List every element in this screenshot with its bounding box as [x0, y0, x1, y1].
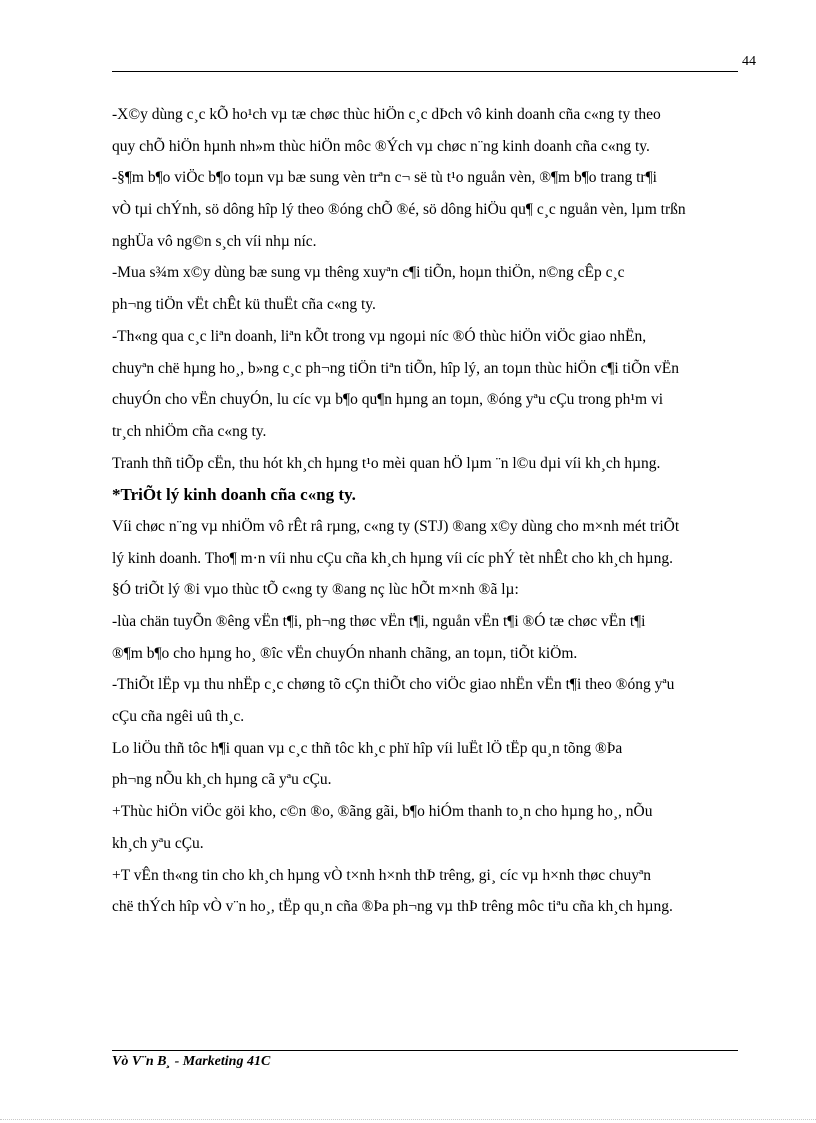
text-line: tr¸ch nhiÖm cña c«ng ty. [112, 422, 267, 440]
text-line: -lùa chän tuyÕn ®êng vËn t¶i, ph¬ng thøc vËn t¶i, nguån vËn t¶i ®Ó tæ chøc vËn t¶i [112, 613, 646, 630]
text-line: Lo liÖu thñ tôc h¶i quan vµ c¸c thñ tôc kh¸c phï hîp víi luËt lÖ tËp qu¸n tõng ®Þa [112, 739, 623, 757]
footer-text: Vò V¨n B¸ - Marketing 41C [112, 1054, 271, 1069]
text-line: lý kinh doanh. Tho¶ m·n víi nhu cÇu cña kh¸ch hµng víi cíc phÝ tèt nhÊt cho kh¸ch hµng. [112, 549, 673, 567]
text-line: kh¸ch yªu cÇu. [112, 834, 204, 852]
text-line: chuyÓn cho vËn chuyÓn, lu cíc vµ b¶o qu¶n hµng an toµn, ®óng yªu cÇu trong ph¹m vi [112, 391, 664, 409]
text-line: chë thÝch hîp vÒ v¨n ho¸, tËp qu¸n cña ®Þa ph¬ng vµ thÞ trêng môc tiªu cña kh¸ch hµng. [112, 898, 673, 916]
text-line: nghÜa vô ng©n s¸ch víi nhµ níc. [112, 232, 317, 250]
text-line: -Th«ng qua c¸c liªn doanh, liªn kÕt trong vµ ngoµi níc ®Ó thùc hiÖn viÖc giao nhËn, [112, 327, 647, 345]
text-line: ph¬ng nÕu kh¸ch hµng cã yªu cÇu. [112, 771, 332, 789]
footer-rule [112, 1050, 738, 1051]
text-line: +T vÊn th«ng tin cho kh¸ch hµng vÒ t×nh h×nh thÞ trêng, gi¸ cíc vµ h×nh thøc chuyªn [112, 866, 651, 884]
header-rule [112, 71, 738, 72]
text-line: -§¶m b¶o viÖc b¶o toµn vµ bæ sung vèn trªn c¬ së tù t¹o nguån vèn, ®¶m b¶o trang tr¶i [112, 169, 657, 187]
text-line: vÒ tµi chÝnh, sö dông hîp lý theo ®óng chÕ ®é, sö dông hiÖu qu¶ c¸c nguån vèn, lµm trßn [112, 201, 686, 219]
body-text [112, 99, 762, 923]
text-line: -X©y dùng c¸c kÕ ho¹ch vµ tæ chøc thùc hiÖn c¸c dÞch vô kinh doanh cña c«ng ty theo [112, 106, 661, 123]
page-number: 44 [742, 54, 756, 69]
text-line: Víi chøc n¨ng vµ nhiÖm vô rÊt râ rµng, c«ng ty (STJ) ®ang x©y dùng cho m×nh mét triÕt [112, 517, 680, 535]
section-heading: *TriÕt lý kinh doanh cña c«ng ty. [112, 485, 356, 505]
text-line: ph¬ng tiÖn vËt chÊt kü thuËt cña c«ng ty. [112, 296, 376, 314]
text-line: -Mua s¾m x©y dùng bæ sung vµ thêng xuyªn c¶i tiÕn, hoµn thiÖn, n©ng cÊp c¸c [112, 264, 625, 282]
text-line: chuyªn chë hµng ho¸, b»ng c¸c ph¬ng tiÖn tiªn tiÕn, hîp lý, an toµn thùc hiÖn c¶i tiÕn vËn [112, 359, 679, 377]
text-line: ®¶m b¶o cho hµng ho¸ ®îc vËn chuyÓn nhanh chãng, an toµn, tiÕt kiÖm. [112, 644, 578, 662]
text-line: cÇu cña ngêi uû th¸c. [112, 708, 245, 726]
text-line: quy chÕ hiÖn hµnh nh»m thùc hiÖn môc ®Ých vµ chøc n¨ng kinh doanh cña c«ng ty. [112, 137, 650, 155]
text-line: §Ó triÕt lý ®i vµo thùc tÕ c«ng ty ®ang nç lùc hÕt m×nh ®ã lµ: [112, 581, 519, 599]
page-edge-dotted [0, 1119, 816, 1120]
text-line: -ThiÕt lËp vµ thu nhËp c¸c chøng tõ cÇn thiÕt cho viÖc giao nhËn vËn t¶i theo ®óng yªu [112, 676, 675, 694]
text-line: Tranh thñ tiÕp cËn, thu hót kh¸ch hµng t¹o mèi quan hÖ lµm ¨n l©u dµi víi kh¸ch hµng. [112, 454, 661, 472]
text-line: +Thùc hiÖn viÖc göi kho, c©n ®o, ®ãng gãi, b¶o hiÓm thanh to¸n cho hµng ho¸, nÕu [112, 803, 653, 821]
